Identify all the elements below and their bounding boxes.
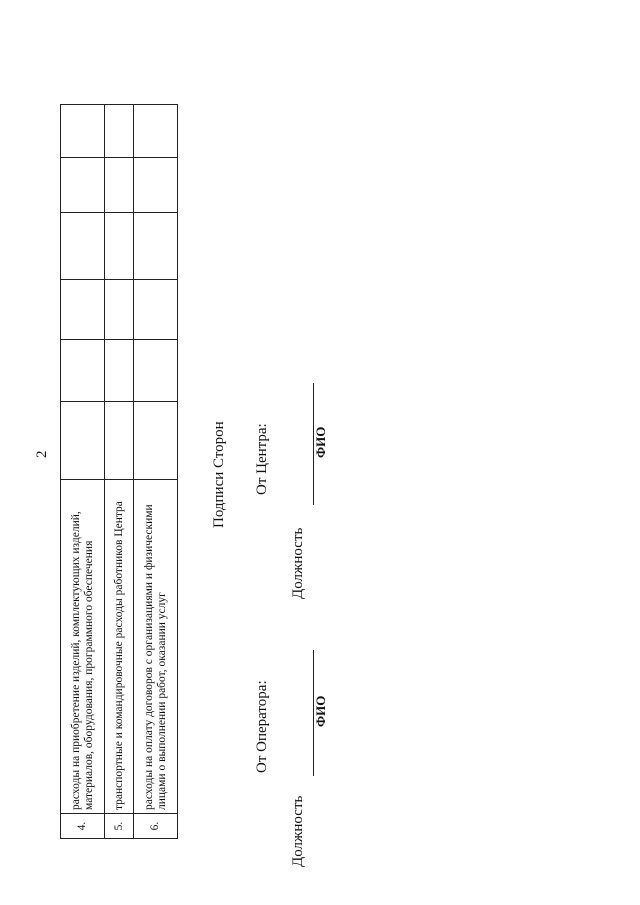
value-cell bbox=[134, 158, 178, 213]
operator-label: От Оператора: bbox=[254, 680, 270, 773]
row-description: расходы на приобретение изделий, комплектующих изделий, материалов, оборудования, программного обеспечения bbox=[61, 480, 105, 814]
value-cell bbox=[61, 105, 105, 158]
operator-name-caption: ФИО bbox=[313, 695, 328, 727]
row-number: 4. bbox=[61, 814, 105, 839]
value-cell bbox=[61, 280, 105, 340]
value-cell bbox=[105, 213, 134, 280]
value-cell bbox=[105, 280, 134, 340]
table-row bbox=[134, 105, 178, 839]
cost-table bbox=[60, 104, 178, 839]
row-description: транспортные и командировочные расходы работников Центра bbox=[105, 480, 134, 814]
row-description: расходы на оплату договоров с организациями и физическими лицами о выполнении работ, оказании услуг bbox=[134, 480, 178, 814]
center-label: От Центра: bbox=[254, 423, 270, 495]
row-number: 6. bbox=[134, 814, 178, 839]
value-cell bbox=[134, 340, 178, 402]
row-number: 5. bbox=[105, 814, 134, 839]
value-cell bbox=[105, 105, 134, 158]
value-cell bbox=[61, 158, 105, 213]
table-row bbox=[105, 105, 134, 839]
value-cell bbox=[134, 402, 178, 480]
value-cell bbox=[105, 158, 134, 213]
value-cell bbox=[134, 280, 178, 340]
table-row bbox=[61, 105, 105, 839]
signatures-title: Подписи Сторон bbox=[211, 421, 227, 528]
operator-position-label: Должность bbox=[290, 795, 306, 867]
value-cell bbox=[105, 340, 134, 402]
value-cell bbox=[134, 105, 178, 158]
value-cell bbox=[134, 213, 178, 280]
value-cell bbox=[61, 213, 105, 280]
value-cell bbox=[61, 340, 105, 402]
center-position-label: Должность bbox=[290, 527, 306, 599]
value-cell bbox=[61, 402, 105, 480]
center-name-caption: ФИО bbox=[313, 426, 328, 458]
page-number: 2 bbox=[34, 450, 50, 458]
value-cell bbox=[105, 402, 134, 480]
